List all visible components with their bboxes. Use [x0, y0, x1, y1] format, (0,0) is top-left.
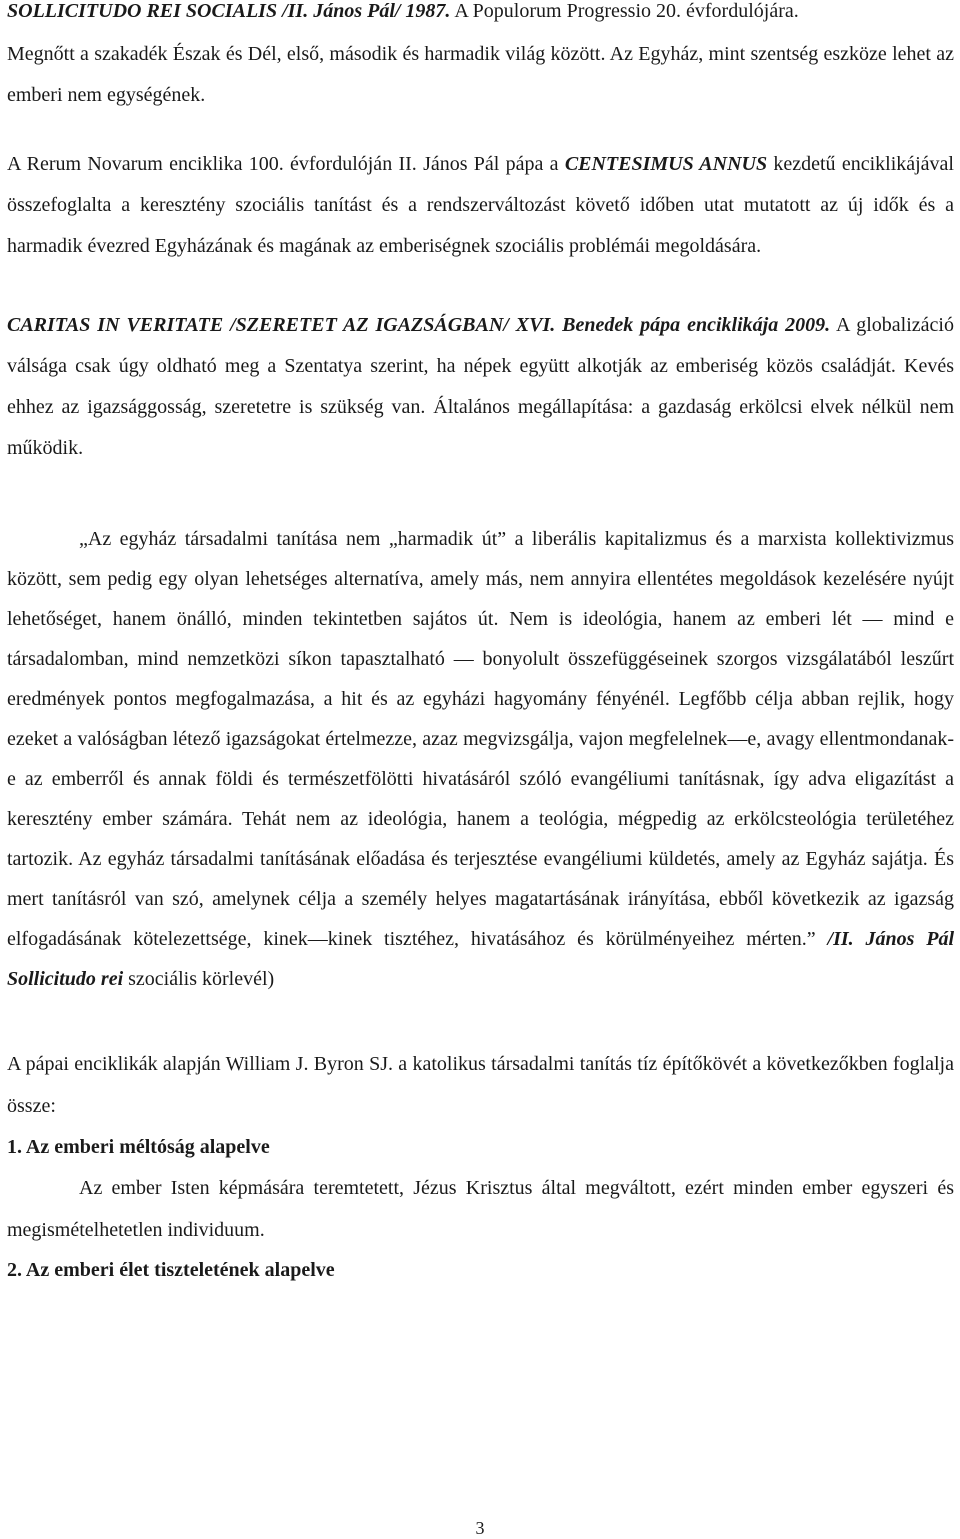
paragraph-caritas: CARITAS IN VERITATE /SZERETET AZ IGAZSÁGBAN/ XVI. Benedek pápa enciklikája 2009. A globalizáció válsága csak úgy oldható meg a Szentatya szerint, ha népek együtt alkotják az emberiség közös családját. Kevés ehhez az igazsággosság, szeretetre is szükség van. Általános megállapítása: a gazdaság erkölcsi elvek nélkül nem működik. [7, 314, 954, 459]
paragraph-byron: A pápai enciklikák alapján William J. Byron SJ. a katolikus társadalmi tanítás tíz építőkövét a következőkben foglalja össze: [7, 1053, 954, 1117]
encyclical-title-caritas: CARITAS IN VERITATE /SZERETET AZ IGAZSÁGBAN/ XVI. Benedek pápa enciklikája 2009. [7, 314, 831, 336]
quote-text: „Az egyház társadalmi tanítása nem „harmadik út” a liberális kapitalizmus és a marxista kollektivizmus között, sem pedig egy olyan lehetséges alternatíva, amely más, nem annyira ellentétes megoldások kezelésére nyújt lehetőséget, hanem önálló, minden tekintetben sajátos út. Nem is ideológia, hanem az emberi lét — mind e társadalomban, mind nemzetközi síkon tapasztalható — bonyolult összefüggéseinek szorgos vizsgálatából leszűrt eredmények pontos megfogalmazása, a hit és az egyházi hagyomány fényénél. Legfőbb célja abban rejlik, hogy ezeket a valóságban létező igazságokat értelmezze, azaz megvizsgálja, vajon megfelelnek—e, avagy ellentmondanak-e az emberről és annak földi és természetfölötti hivatásáról szóló evangéliumi tanításnak, így adva eligazítást a keresztény ember számára. Tehát nem az ideológia, hanem a teológia, mégpedig az erkölcsteológia területéhez tartozik. Az egyház társadalmi tanításának előadása és terjesztése evangéliumi küldetés, amely az Egyház sajátja. És mert tanításról van szó, amelynek célja a személy helyes magatartásának irányítása, ebből következik az igazság elfogadásának kötelezettsége, kinek—kinek tisztéhez, hivatásához és körülményeihez mérten.” [7, 528, 954, 950]
quote-attribution: /II. János Pál Sollicitudo rei [7, 928, 954, 990]
encyclical-title-sollicitudo: SOLLICITUDO REI SOCIALIS /II. János Pál/ 1987. [7, 0, 451, 22]
paragraph-north-south: Megnőtt a szakadék Észak és Dél, első, második és harmadik világ között. Az Egyház, mint szentség eszköze lehet az emberi nem egységének. [7, 43, 954, 106]
document-page [7, 0, 954, 1289]
paragraph-dignity: Az ember Isten képmására teremtetett, Jézus Krisztus által megváltott, ezért minden ember egyszeri és megismételhetetlen individuum. [7, 1177, 954, 1241]
paragraph-centesimus: A Rerum Novarum enciklika 100. évfordulóján II. János Pál pápa a CENTESIMUS ANNUS kezdetű enciklikájával összefoglalta a keresztény szociális tanítást és a rendszerváltozást követő időben utat mutatott az új idők és a harmadik évezred Egyházának és magának az emberiségnek szociális problémái megoldására. [7, 153, 954, 257]
heading-1: 1. Az emberi méltóság alapelve [7, 1136, 270, 1158]
page-number: 3 [475, 1518, 485, 1538]
encyclical-title-centesimus: CENTESIMUS ANNUS [564, 153, 768, 175]
paragraph-sollicitudo: SOLLICITUDO REI SOCIALIS /II. János Pál/ 1987. A Populorum Progressio 20. évfordulójára. [7, 0, 799, 22]
heading-2: 2. Az emberi élet tiszteletének alapelve [7, 1259, 335, 1281]
paragraph-quote: „Az egyház társadalmi tanítása nem „harmadik út” a liberális kapitalizmus és a marxista kollektivizmus között, sem pedig egy olyan lehetséges alternatíva, amely más, nem annyira ellentétes megoldások kezelésére nyújt lehetőséget, hanem önálló, minden tekintetben sajátos út. Nem is ideológia, hanem az emberi lét — mind e társadalomban, mind nemzetközi síkon tapasztalható — bonyolult összefüggéseinek szorgos vizsgálatából leszűrt eredmények pontos megfogalmazása, a hit és az egyházi hagyomány fényénél. Legfőbb célja abban rejlik, hogy ezeket a valóságban létező igazságokat értelmezze, azaz megvizsgálja, vajon megfelelnek—e, avagy ellentmondanak-e az emberről és annak földi és természetfölötti hivatásáról szóló evangéliumi tanításnak, így adva eligazítást a keresztény ember számára. Tehát nem az ideológia, hanem a teológia, mégpedig az erkölcsteológia területéhez tartozik. Az egyház társadalmi tanításának előadása és terjesztése evangéliumi küldetés, amely az Egyház sajátja. És mert tanításról van szó, amelynek célja a személy helyes magatartásának irányítása, ebből következik az igazság elfogadásának kötelezettsége, kinek—kinek tisztéhez, hivatásához és körülményeihez mérten.” /II. János Pál Sollicitudo rei szociális körlevél) [7, 528, 954, 990]
